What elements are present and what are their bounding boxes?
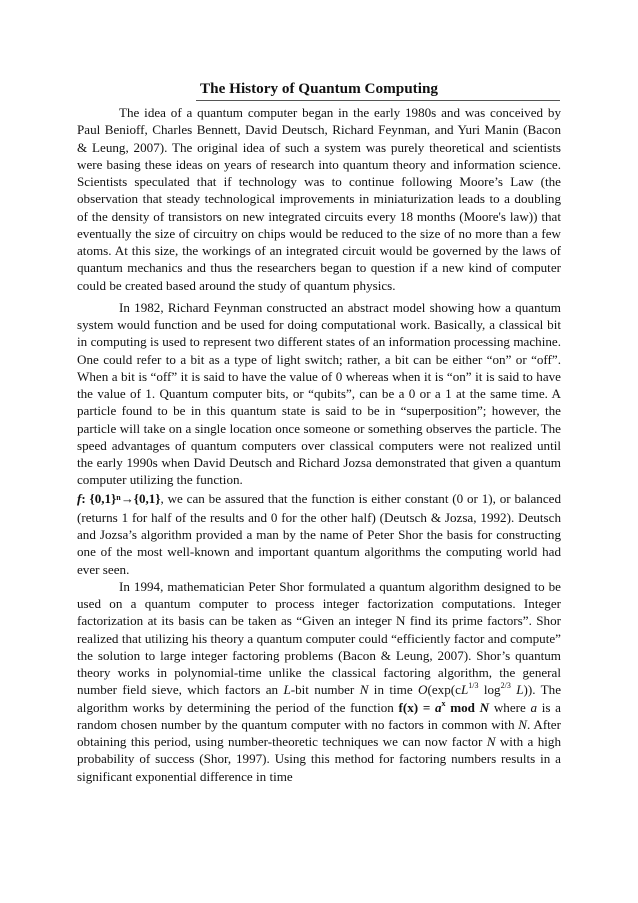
var-N: N	[518, 716, 528, 732]
paragraph-4	[77, 578, 561, 785]
formula-domain: : {0,1}	[81, 490, 117, 506]
formula-f: f	[77, 490, 82, 506]
p4-text-1: In 1994, mathematician Peter Shor formulated a quantum algorithm designed to be used on a quantum computer to process integer factorization computations. Integer factorization at its basis can be taken as “Given an integer N find its prime factors”. Shor realized that utilizing his theory a quantum computer could “efficiently factor and compute” the solution to large integer factoring problems (Bacon & Leung, 2007). Shor’s quantum theory works in polynomial-time unlike the classical factoring algorithm, the general number field sieve, which factors an	[77, 578, 561, 698]
paragraph-3	[77, 490, 561, 578]
var-L: L	[283, 682, 291, 698]
var-L: L	[516, 682, 524, 698]
p4-text-9: is a random chosen number by the quantum computer with no factors in common with	[77, 699, 561, 732]
var-N-bold: N	[479, 699, 490, 715]
var-a: a	[530, 699, 538, 715]
p4-text-8: where	[489, 699, 531, 715]
p4-text-10: . After obtaining this period, using number-theoretic techniques we can now factor	[77, 716, 561, 749]
formula-codomain: →{0,1}	[120, 490, 161, 506]
var-N: N	[359, 682, 369, 698]
formula-exponent: n	[116, 492, 121, 502]
p4-text-5: log	[478, 682, 501, 698]
page-title: The History of Quantum Computing	[200, 80, 438, 97]
p4-text-4: (exp(c	[427, 682, 461, 698]
document-body	[77, 104, 561, 785]
big-o: O	[418, 682, 428, 698]
exponent-one-third: 1/3	[468, 681, 479, 691]
paragraph-3-text: , we can be assured that the function is either constant (0 or 1), or balanced (returns 1 for half of the results and 0 for the other half) (Deutsch & Jozsa, 1992). Deutsch and Jozsa’s algorithm provided a man by the name of Peter Shor the basis for constructing one of the most well-known and important quantum algorithms the computing world had ever seen.	[77, 490, 561, 577]
exponent-two-thirds: 2/3	[500, 681, 511, 691]
p4-text-11: with a high probability of success (Shor, 1997). Using this method for factoring numbers results in a significant exponential difference in time	[77, 734, 561, 784]
mod-operator: mod	[445, 699, 480, 715]
p4-text-7: )). The algorithm works by determining the period of the function	[77, 682, 562, 715]
paragraph-2: In 1982, Richard Feynman constructed an abstract model showing how a quantum system would function and be used for doing computational work. Basically, a classical bit in computing is used to represent two different states of an information processing machine. One could refer to a bit as a type of light switch; rather, a bit can be either “on” or “off”. When a bit is “off” it is said to have the value of 0 whereas when it is “on” it is said to have the value of 1. Quantum computer bits, or “qubits”, can be a 0 or a 1 at the same time. A particle found to be in this quantum state is said to be in “superposition”; however, the particle will take on a single location once someone or something observes the particle. The speed advantages of quantum computers over classical computers were not realized until the early 1990s when David Deutsch and Richard Jozsa demonstrated that given a quantum computer utilizing the function.	[77, 299, 561, 488]
title-rule	[196, 100, 560, 101]
p4-text-2: -bit number	[290, 682, 360, 698]
var-L: L	[460, 682, 469, 698]
exponent-x: x	[441, 698, 446, 708]
paragraph-1: The idea of a quantum computer began in the early 1980s and was conceived by Paul Benioff, Charles Bennett, David Deutsch, Richard Feynman, and Yuri Manin (Bacon & Leung, 2007). The original idea of such a system was purely theoretical and scientists were basing these ideas on years of research into quantum theory and information science. Scientists speculated that if technology was to continue following Moore’s Law (the observation that steady technological improvements in miniaturization leads to a doubling of the density of transistors on new integrated circuits every 18 months (Moore's law)) that eventually the size of circuitry on chips would be reduced to the size of no more than a few atoms. At this size, the workings of an integrated circuit would be governed by the laws of quantum mechanics and thus the researchers began to question if a new kind of computer could be created based around the study of quantum physics.	[77, 105, 561, 293]
p4-text-3: in time	[368, 682, 419, 698]
var-a-bold: a	[434, 699, 442, 715]
var-N: N	[486, 734, 496, 749]
function-fx: f(x) =	[398, 699, 435, 715]
